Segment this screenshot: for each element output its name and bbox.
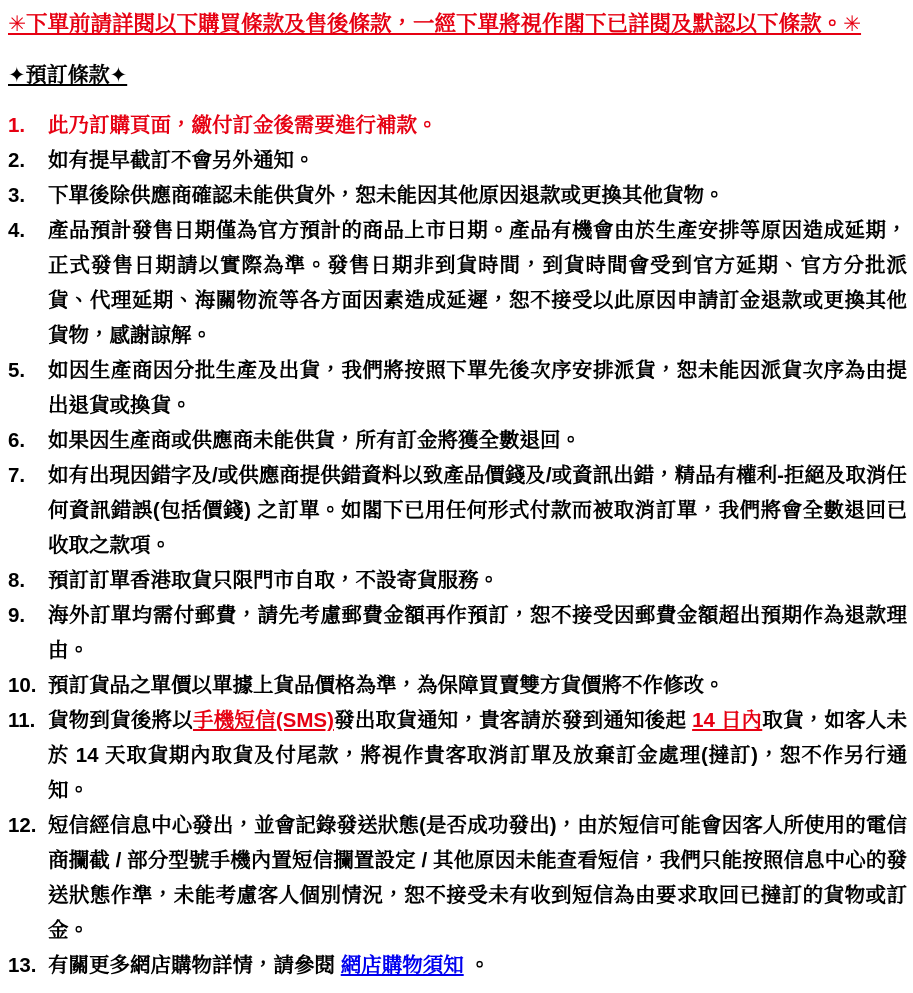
term-segment: 預訂訂單香港取貨只限門市自取，不設寄貨服務。 — [48, 569, 499, 592]
term-text — [48, 149, 315, 172]
term-number: 5. — [8, 359, 26, 382]
term-number: 10. — [8, 674, 37, 697]
term-item — [8, 108, 907, 143]
term-segment: 如因生產商因分批生產及出貨，我們將按照下單先後次序安排派貨，恕未能因派貨次序為由提出退貨或換貨。 — [48, 359, 907, 417]
term-number: 3. — [8, 184, 26, 207]
term-segment: 取貨，如客人未於 14 天取貨期內取貨及付尾款，將視作貴客取消訂單及放棄訂金處理(撻訂)，恕不作另行通知。 — [48, 709, 908, 802]
term-segment: 如有提早截訂不會另外通知。 — [48, 149, 315, 172]
term-number: 4. — [8, 219, 26, 242]
term-number: 2. — [8, 149, 26, 172]
term-number: 12. — [8, 814, 37, 837]
term-text — [48, 429, 581, 452]
term-segment: 海外訂單均需付郵費，請先考慮郵費金額再作預訂，恕不接受因郵費金額超出預期作為退款理由。 — [48, 604, 907, 662]
terms-list — [8, 108, 907, 983]
term-text — [48, 219, 907, 347]
term-segment: 短信經信息中心發出，並會記錄發送狀態(是否成功發出)，由於短信可能會因客人所使用的電信商攔截 / 部分型號手機內置短信攔置設定 / 其他原因未能查看短信，我們只能按照信息中心的發送狀態作準，未能考慮客人個別情況，恕不接受未有收到短信為由要求取回已撻訂的貨物或訂金。 — [48, 814, 907, 942]
term-text — [48, 954, 490, 977]
term-item — [8, 178, 907, 213]
term-text — [48, 604, 907, 662]
term-segment: 此乃訂購頁面，繳付訂金後需要進行補款。 — [48, 114, 438, 137]
term-item — [8, 563, 907, 598]
term-number: 11. — [8, 709, 36, 732]
term-item — [8, 598, 907, 668]
term-number: 9. — [8, 604, 26, 627]
term-segment: 產品預計發售日期僅為官方預計的商品上市日期。產品有機會由於生產安排等原因造成延期，正式發售日期請以實際為準。發售日期非到貨時間，到貨時間會受到官方延期、官方分批派貨、代理延期、海關物流等各方面因素造成延遲，恕不接受以此原因申請訂金退款或更換其他貨物，感謝諒解。 — [48, 219, 907, 347]
pickup-deadline-highlight: 14 日內 — [692, 709, 763, 732]
store-shopping-guide-link[interactable]: 網店購物須知 — [340, 954, 464, 977]
term-segment: 如有出現因錯字及/或供應商提供錯資料以致產品價錢及/或資訊出錯，精品有權利-拒絕及取消任何資訊錯誤(包括價錢) 之訂單。如閣下已用任何形式付款而被取消訂單，我們將會全數退回已收取之款項。 — [48, 464, 907, 557]
term-text — [48, 674, 725, 697]
section-heading-preorder-terms: ✦預訂條款✦ — [8, 64, 128, 87]
term-number: 1. — [8, 114, 26, 137]
term-text — [48, 359, 907, 417]
term-segment: 貨物到貨後將以 — [48, 709, 193, 732]
term-item — [8, 213, 907, 353]
term-number: 8. — [8, 569, 26, 592]
term-item — [8, 143, 907, 178]
term-segment: 有關更多網店購物詳情，請參閱 — [48, 954, 341, 977]
term-text — [48, 814, 907, 942]
term-text — [48, 114, 438, 137]
term-segment: 發出取貨通知，貴客請於發到通知後起 — [333, 709, 693, 732]
term-item — [8, 948, 907, 983]
term-number: 6. — [8, 429, 26, 452]
term-segment: 。 — [463, 954, 490, 977]
term-segment: 下單後除供應商確認未能供貨外，恕未能因其他原因退款或更換其他貨物。 — [48, 184, 725, 207]
term-item — [8, 703, 907, 808]
notice-title: ✳下單前請詳閱以下購買條款及售後條款，一經下單將視作閣下已詳閱及默認以下條款。✳ — [8, 12, 862, 36]
term-item — [8, 353, 907, 423]
term-text — [48, 184, 725, 207]
term-segment: 預訂貨品之單價以單據上貨品價格為準，為保障買賣雙方貨價將不作修改。 — [48, 674, 725, 697]
term-item — [8, 808, 907, 948]
term-number: 7. — [8, 464, 26, 487]
term-segment: 如果因生產商或供應商未能供貨，所有訂金將獲全數退回。 — [48, 429, 581, 452]
term-text — [48, 464, 907, 557]
term-item — [8, 668, 907, 703]
term-text — [48, 569, 499, 592]
sms-notice-highlight: 手機短信(SMS) — [192, 709, 334, 732]
term-text — [48, 709, 907, 802]
term-item — [8, 458, 907, 563]
term-number: 13. — [8, 954, 37, 977]
term-item — [8, 423, 907, 458]
